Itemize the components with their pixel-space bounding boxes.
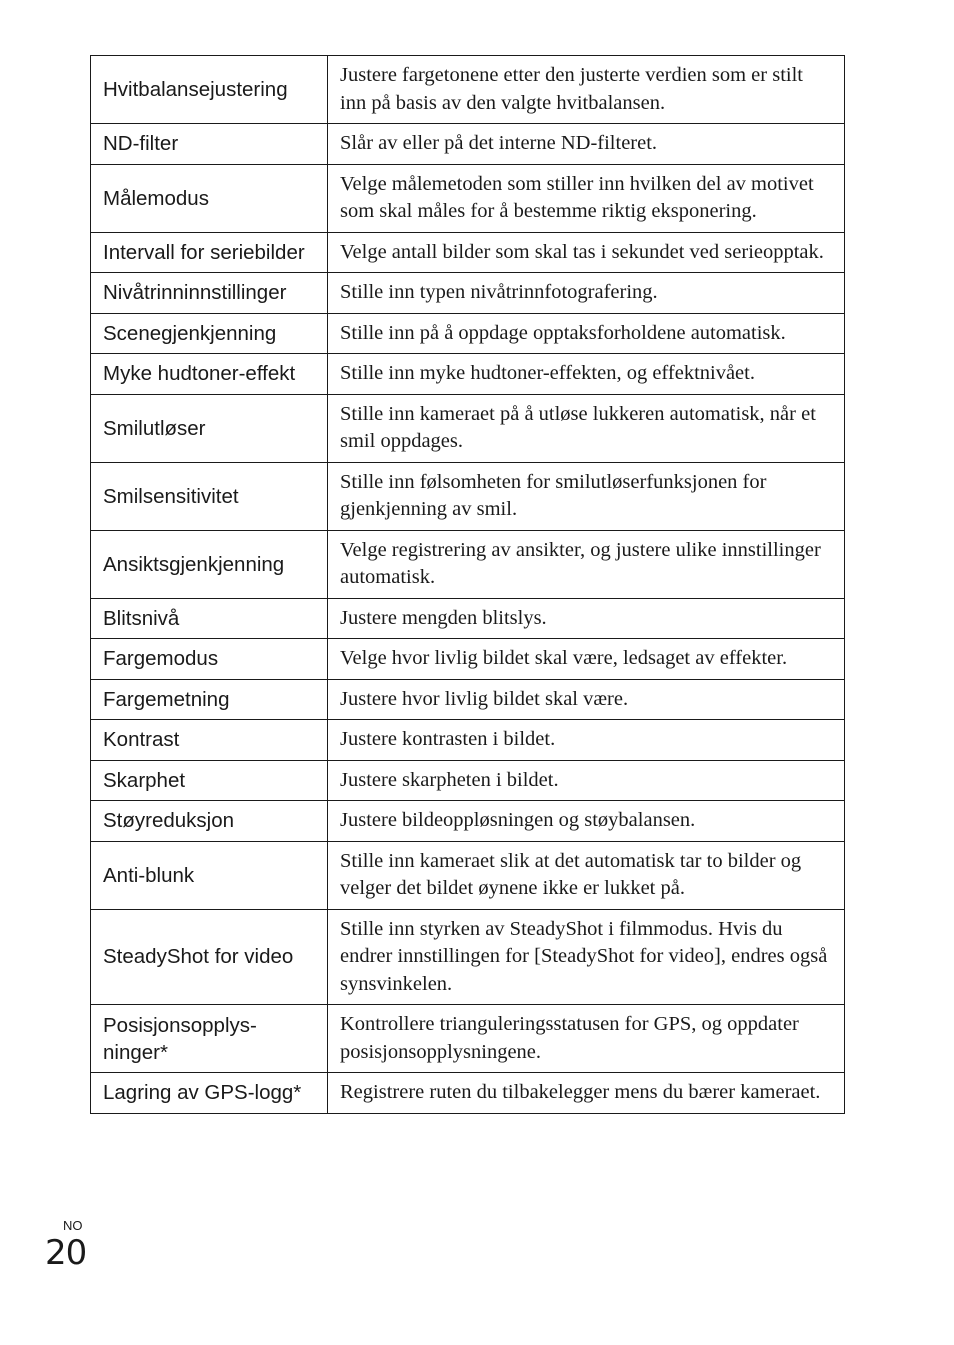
setting-name: Lagring av GPS-logg* xyxy=(91,1073,328,1114)
setting-name: Posisjonsopplys-ninger* xyxy=(91,1005,328,1073)
table-row xyxy=(91,679,845,720)
page-footer xyxy=(45,1218,105,1272)
setting-description: Stille inn typen nivåtrinnfotografering. xyxy=(328,273,845,314)
setting-name: Fargemodus xyxy=(91,639,328,680)
setting-description: Stille inn styrken av SteadyShot i filmmodus. Hvis du endrer innstillingen for [SteadyShot for video], endres også synsvinkelen. xyxy=(328,909,845,1005)
setting-name: Anti-blunk xyxy=(91,841,328,909)
table-row xyxy=(91,1005,845,1073)
setting-description: Justere kontrasten i bildet. xyxy=(328,720,845,761)
table-row xyxy=(91,598,845,639)
table-row xyxy=(91,1073,845,1114)
setting-description: Registrere ruten du tilbakelegger mens du bærer kameraet. xyxy=(328,1073,845,1114)
setting-name: Myke hudtoner-effekt xyxy=(91,354,328,395)
setting-description: Velge registrering av ansikter, og justere ulike innstillinger automatisk. xyxy=(328,530,845,598)
setting-description: Velge målemetoden som stiller inn hvilken del av motivet som skal måles for å bestemme riktig eksponering. xyxy=(328,164,845,232)
setting-name: Ansiktsgjenkjenning xyxy=(91,530,328,598)
setting-name: Smilutløser xyxy=(91,394,328,462)
table-row xyxy=(91,164,845,232)
settings-table xyxy=(90,55,845,1114)
table-row xyxy=(91,354,845,395)
setting-name: ND-filter xyxy=(91,124,328,165)
setting-description: Justere mengden blitslys. xyxy=(328,598,845,639)
setting-description: Justere bildeoppløsningen og støybalansen. xyxy=(328,801,845,842)
setting-description: Stille inn kameraet på å utløse lukkeren automatisk, når et smil oppdages. xyxy=(328,394,845,462)
setting-name: Støyreduksjon xyxy=(91,801,328,842)
setting-name: Målemodus xyxy=(91,164,328,232)
setting-description: Justere fargetonene etter den justerte verdien som er stilt inn på basis av den valgte hvitbalansen. xyxy=(328,56,845,124)
table-row xyxy=(91,56,845,124)
setting-name: Skarphet xyxy=(91,760,328,801)
page-number: 20 xyxy=(45,1233,87,1273)
setting-name: Nivåtrinninnstillinger xyxy=(91,273,328,314)
setting-description: Justere skarpheten i bildet. xyxy=(328,760,845,801)
table-row xyxy=(91,124,845,165)
setting-description: Kontrollere trianguleringsstatusen for GPS, og oppdater posisjonsopplysningene. xyxy=(328,1005,845,1073)
setting-description: Slår av eller på det interne ND-filteret. xyxy=(328,124,845,165)
table-row xyxy=(91,232,845,273)
setting-description: Stille inn kameraet slik at det automatisk tar to bilder og velger det bildet øynene ikke er lukket på. xyxy=(328,841,845,909)
setting-name: SteadyShot for video xyxy=(91,909,328,1005)
setting-description: Stille inn på å oppdage opptaksforholdene automatisk. xyxy=(328,313,845,354)
table-row xyxy=(91,462,845,530)
table-row xyxy=(91,909,845,1005)
table-row xyxy=(91,841,845,909)
setting-description: Stille inn følsomheten for smilutløserfunksjonen for gjenkjenning av smil. xyxy=(328,462,845,530)
setting-name: Kontrast xyxy=(91,720,328,761)
setting-name: Smilsensitivitet xyxy=(91,462,328,530)
table-row xyxy=(91,313,845,354)
setting-name: Blitsnivå xyxy=(91,598,328,639)
setting-name: Scenegjenkjenning xyxy=(91,313,328,354)
setting-name: Fargemetning xyxy=(91,679,328,720)
setting-name: Intervall for seriebilder xyxy=(91,232,328,273)
table-row xyxy=(91,720,845,761)
table-row xyxy=(91,273,845,314)
setting-description: Velge hvor livlig bildet skal være, ledsaget av effekter. xyxy=(328,639,845,680)
setting-name: Hvitbalansejustering xyxy=(91,56,328,124)
setting-description: Justere hvor livlig bildet skal være. xyxy=(328,679,845,720)
setting-description: Stille inn myke hudtoner-effekten, og effektnivået. xyxy=(328,354,845,395)
table-row xyxy=(91,639,845,680)
table-row xyxy=(91,394,845,462)
table-row xyxy=(91,760,845,801)
table-row xyxy=(91,530,845,598)
setting-description: Velge antall bilder som skal tas i sekundet ved serieopptak. xyxy=(328,232,845,273)
language-code: NO xyxy=(63,1218,83,1233)
table-row xyxy=(91,801,845,842)
